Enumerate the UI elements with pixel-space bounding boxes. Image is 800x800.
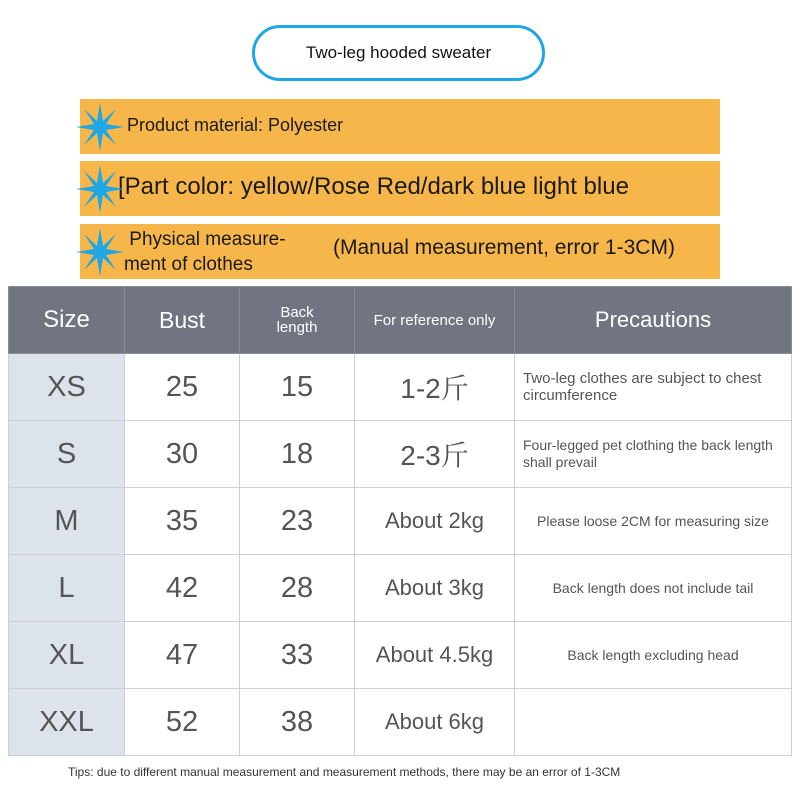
material-banner [80,99,720,154]
measurement-label [124,227,286,277]
precaution-cell [515,689,792,756]
bust-cell: 52 [125,689,240,756]
sparkle-star-icon [76,103,124,151]
precaution-cell: Four-legged pet clothing the back length shall prevail [515,421,792,488]
size-chart-table [8,286,792,756]
bust-cell: 30 [125,421,240,488]
tips-footnote: Tips: due to different manual measurement and measurement methods, there may be an error of 1-3CM [68,765,621,779]
sparkle-star-icon [76,228,124,276]
header-back-line1: Back [280,304,314,321]
precaution-cell: Back length excluding head [515,622,792,689]
reference-cell: About 4.5kg [355,622,515,689]
measurement-label-line1: Physical measure- [124,229,286,250]
reference-cell: About 6kg [355,689,515,756]
header-precautions: Precautions [515,287,792,354]
size-cell: L [9,555,125,622]
table-row [9,555,792,622]
header-size: Size [9,287,125,354]
header-reference: For reference only [355,287,515,354]
bust-cell: 42 [125,555,240,622]
precaution-cell: Two-leg clothes are subject to chest circumference [515,354,792,421]
reference-cell: 2-3斤 [355,421,515,488]
table-row [9,622,792,689]
measurement-label-line2: ment of clothes [124,254,253,275]
back-length-cell: 15 [240,354,355,421]
material-text: Product material: Polyester [127,114,344,135]
size-cell: XL [9,622,125,689]
sparkle-star-icon [76,165,124,213]
table-header-row [9,287,792,354]
measurement-banner [80,224,720,279]
table-row [9,421,792,488]
size-cell: XS [9,354,125,421]
header-back-length [240,287,355,354]
reference-cell: About 2kg [355,488,515,555]
reference-cell: 1-2斤 [355,354,515,421]
back-length-cell: 33 [240,622,355,689]
bust-cell: 35 [125,488,240,555]
size-cell: S [9,421,125,488]
size-cell: M [9,488,125,555]
color-text: [Part color: yellow/Rose Red/dark blue light blue [118,173,629,200]
precaution-cell: Back length does not include tail [515,555,792,622]
header-back-line2: length [276,319,318,336]
size-cell: XXL [9,689,125,756]
color-banner [80,161,720,216]
table-row [9,488,792,555]
bust-cell: 47 [125,622,240,689]
back-length-cell: 18 [240,421,355,488]
back-length-cell: 38 [240,689,355,756]
reference-cell: About 3kg [355,555,515,622]
header-bust: Bust [125,287,240,354]
bust-cell: 25 [125,354,240,421]
product-title: Two-leg hooded sweater [252,25,545,81]
back-length-cell: 28 [240,555,355,622]
table-row [9,354,792,421]
back-length-cell: 23 [240,488,355,555]
precaution-cell: Please loose 2CM for measuring size [515,488,792,555]
measurement-note: (Manual measurement, error 1-3CM) [333,236,675,259]
table-row [9,689,792,756]
